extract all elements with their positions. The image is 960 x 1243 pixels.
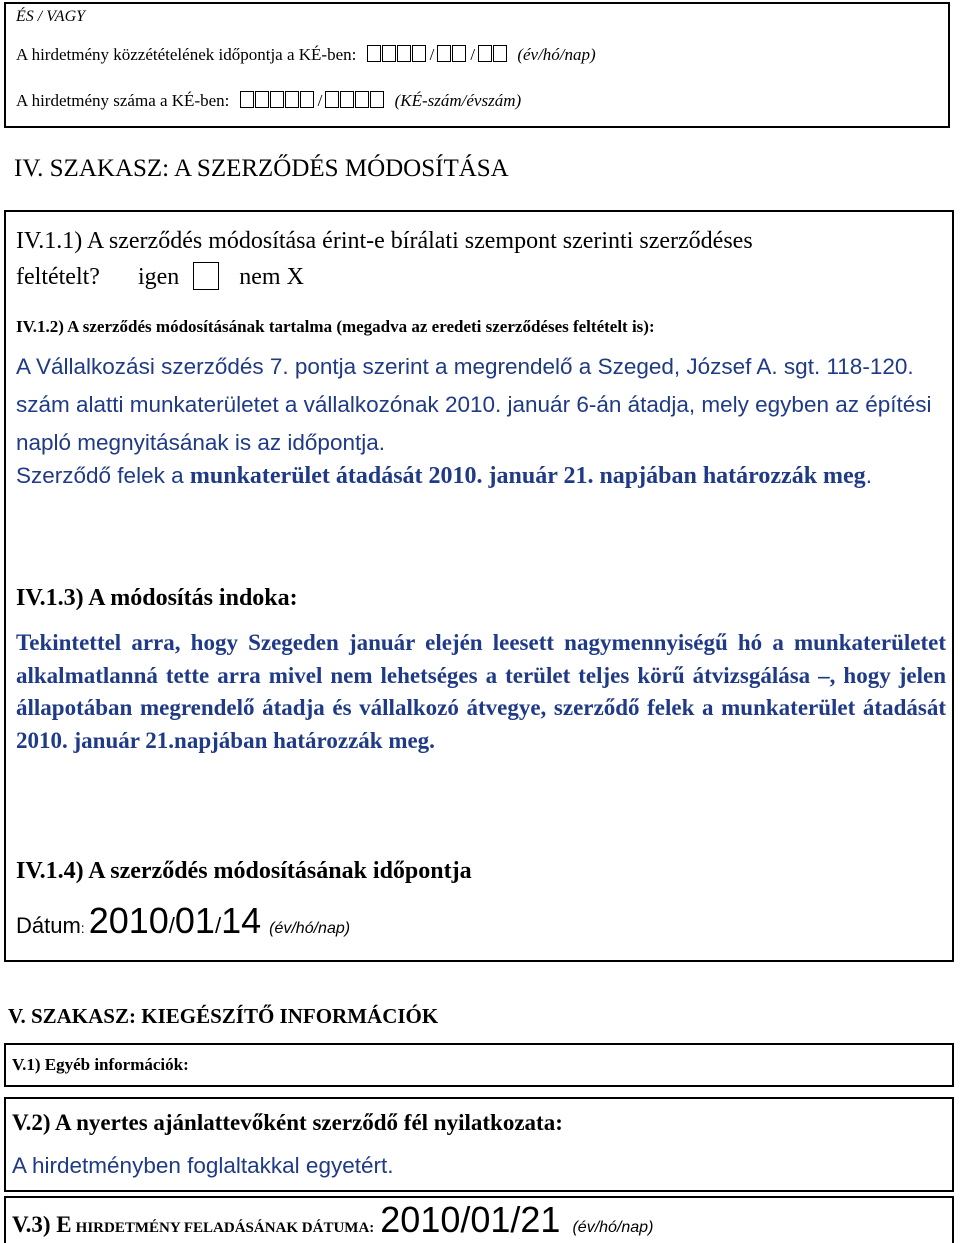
date-hint: (év/hó/nap): [269, 920, 351, 937]
igen-label: igen: [137, 264, 180, 290]
publish-date-label: A hirdetmény közzétételének időpontja a KÉ-ben:: [16, 45, 357, 64]
notice-number-boxes: /: [240, 91, 389, 110]
q1-line2-text: feltételt?: [16, 264, 100, 290]
v2-box: [4, 1097, 954, 1192]
publish-date-boxes: / /: [367, 45, 512, 64]
q2-heading: IV.1.2) A szerződés módosításának tartalma (megadva az eredeti szerződéses feltételt is):: [16, 317, 655, 336]
publish-date-hint: (év/hó/nap): [517, 45, 596, 64]
agreement-normal: Szerződő felek a: [16, 463, 184, 488]
v1-heading: V.1) Egyéb információk:: [12, 1055, 189, 1074]
v3-box: [4, 1196, 954, 1243]
date-label: Dátum: [16, 913, 81, 938]
date-year: 2010: [88, 900, 169, 941]
q1-line2: [16, 262, 304, 291]
v3-row: [12, 1199, 653, 1241]
v3-hint: (év/hó/nap): [572, 1219, 654, 1236]
v3-prefix: V.3) E: [12, 1212, 72, 1237]
publish-date-row: [16, 45, 596, 65]
agreement-end: .: [865, 463, 872, 488]
v3-label: HIRDETMÉNY FELADÁSÁNAK DÁTUMA:: [75, 1220, 375, 1236]
q2-content-text: A Vállalkozási szerződés 7. pontja szerint a megrendelő a Szeged, József A. sgt. 118-120. szám alatti munkaterületet a vállalkozónak 2010. január 6-án átadja, mely egyben az építési napló megnyitásának is az időpontja.: [16, 354, 932, 455]
v1-box: [4, 1043, 954, 1087]
q4-heading: IV.1.4) A szerződés módosításának időpontja: [16, 858, 472, 884]
q2-content-paragraph: [16, 348, 946, 462]
section5-title: V. SZAKASZ: KIEGÉSZÍTŐ INFORMÁCIÓK: [8, 1004, 439, 1028]
header-box: [4, 2, 950, 128]
section4-box: [4, 210, 954, 962]
date-row: Dátum: 2010/01/14 (év/hó/nap): [16, 900, 351, 941]
and-or-label: ÉS / VAGY: [16, 8, 86, 25]
v2-statement: A hirdetményben foglaltakkal egyetért.: [12, 1153, 394, 1178]
date-colon: :: [80, 920, 85, 936]
v2-heading: V.2) A nyertes ajánlattevőként szerződő fél nyilatkozata:: [12, 1110, 563, 1135]
q3-reason-text: Tekintettel arra, hogy Szegeden január elején leesett nagymennyiségű hó a munkaterületet alkalmatlanná tette arra mivel nem lehetséges a terület teljes körű átvizsgálása –, hogy jelen állapotában megrendelő átadja és vállalkozó átvegye, szerződő felek a munkaterület átadását 2010. január 21.napjában határozzák meg.: [16, 630, 946, 753]
date-day: 14: [221, 900, 262, 941]
notice-number-label: A hirdetmény száma a KÉ-ben:: [16, 91, 230, 110]
notice-number-row: [16, 91, 521, 111]
date-month: 01: [174, 900, 215, 941]
q1-line1: IV.1.1) A szerződés módosítása érint-e bírálati szempont szerinti szerződéses: [16, 228, 753, 254]
igen-checkbox[interactable]: [193, 262, 219, 290]
agreement-bold: munkaterület átadását 2010. január 21. napjában határozzák meg: [189, 463, 866, 489]
section4-title: IV. SZAKASZ: A SZERZŐDÉS MÓDOSÍTÁSA: [14, 155, 509, 182]
v3-date: 2010/01/21: [380, 1199, 561, 1240]
q3-heading: IV.1.3) A módosítás indoka:: [16, 585, 298, 611]
nem-label: nem X: [239, 264, 304, 290]
notice-number-hint: (KÉ-szám/évszám): [394, 91, 522, 110]
q2-content-agreement: [16, 460, 946, 492]
